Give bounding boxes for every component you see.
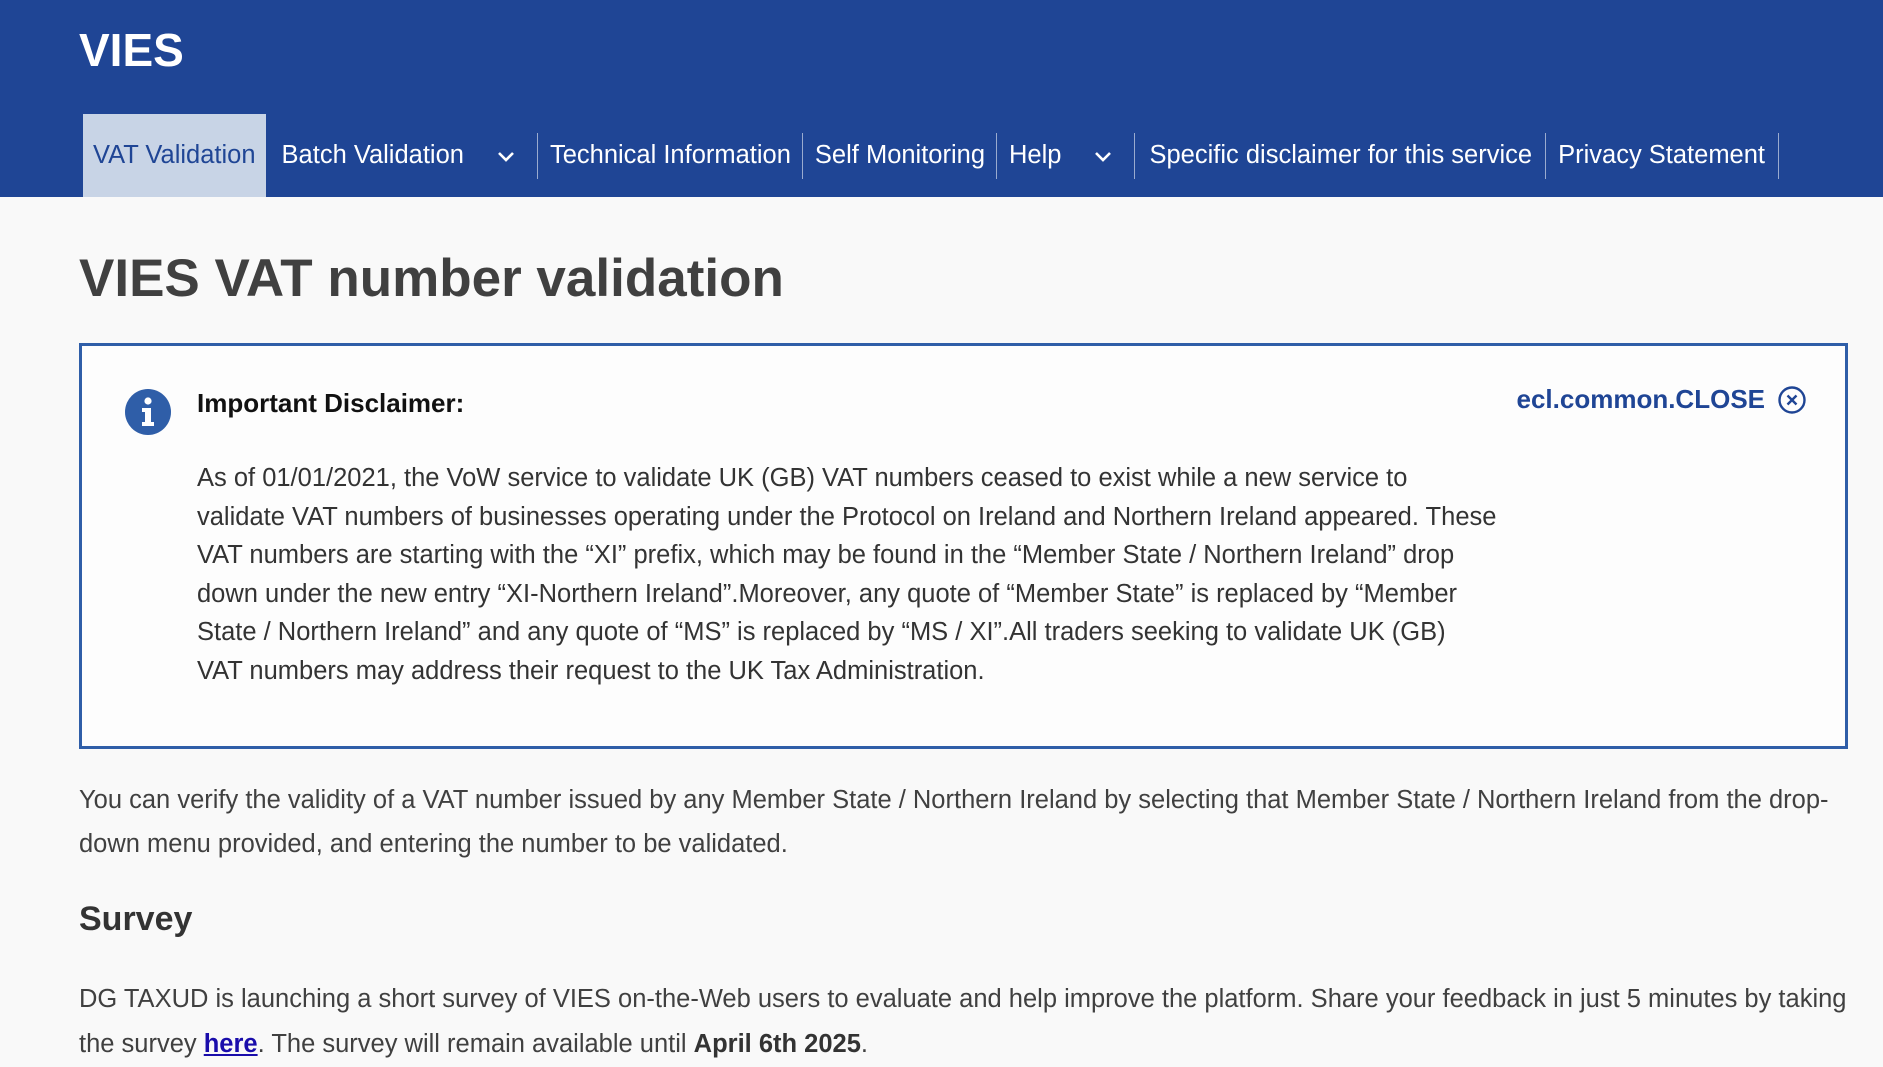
notice-body: As of 01/01/2021, the VoW service to validate UK (GB) VAT numbers ceased to exist while a new service to validate VAT numbers of businesses operating under the Protocol on Ireland and Northern Ireland appeared. These VAT numbers are starting with the “XI” prefix, which may be found in the “Member State / Northern Ireland” drop down under the new entry “XI-Northern Ireland”.Moreover, any quote of “Member State” is replaced by “Member State / Northern Ireland” and any quote of “MS” is replaced by “MS / XI”.All traders seeking to validate UK (GB) VAT numbers may address their request to the UK Tax Administration.: [197, 464, 1497, 685]
nav-item-label: Self Monitoring: [814, 141, 986, 169]
survey-deadline: April 6th 2025: [693, 1030, 861, 1058]
notice-title: Important Disclaimer:: [197, 388, 465, 418]
nav-item-technical-information[interactable]: [538, 114, 803, 197]
nav-item-label: Privacy Statement: [1558, 141, 1766, 169]
survey-title: Survey: [79, 900, 193, 938]
nav-item-help[interactable]: [997, 114, 1135, 197]
close-label: ecl.common.CLOSE: [1516, 384, 1765, 414]
close-circle-icon: [1777, 385, 1807, 415]
close-button[interactable]: [1517, 384, 1808, 415]
nav-item-specific-disclaimer[interactable]: [1135, 114, 1546, 197]
nav-item-batch-validation[interactable]: [266, 114, 538, 197]
info-icon: [124, 388, 172, 436]
main-nav: [83, 114, 1779, 197]
survey-text-after: .: [860, 1030, 868, 1058]
main-content: [79, 197, 1851, 1058]
nav-item-label: Specific disclaimer for this service: [1149, 141, 1533, 169]
site-name[interactable]: VIES: [79, 24, 184, 76]
survey-text-before: DG TAXUD is launching a short survey of VIES on-the-Web users to evaluate and help improve the platform. Share your feedback in just 5 minutes by taking the survey: [79, 985, 1847, 1058]
intro-text: You can verify the validity of a VAT number issued by any Member State / Northern Ireland by selecting that Member State / Northern Ireland from the drop-down menu provided, and entering the number to be validated.: [79, 786, 1829, 858]
site-header: [0, 0, 1883, 197]
survey-text: [79, 977, 1851, 1067]
survey-text-middle: . The survey will remain available until: [257, 1030, 694, 1058]
disclaimer-notice: [79, 343, 1848, 749]
nav-item-label: Batch Validation: [281, 141, 464, 169]
nav-item-privacy-statement[interactable]: [1546, 114, 1779, 197]
nav-item-label: VAT Validation: [93, 141, 256, 169]
nav-item-self-monitoring[interactable]: [803, 114, 997, 197]
chevron-down-icon: [494, 144, 518, 168]
page-title: VIES VAT number validation: [79, 249, 784, 308]
nav-item-label: Technical Information: [549, 141, 791, 169]
nav-item-vat-validation[interactable]: [83, 114, 266, 197]
chevron-down-icon: [1091, 144, 1115, 168]
nav-item-label: Help: [1009, 141, 1062, 169]
survey-link[interactable]: here: [203, 1030, 258, 1058]
